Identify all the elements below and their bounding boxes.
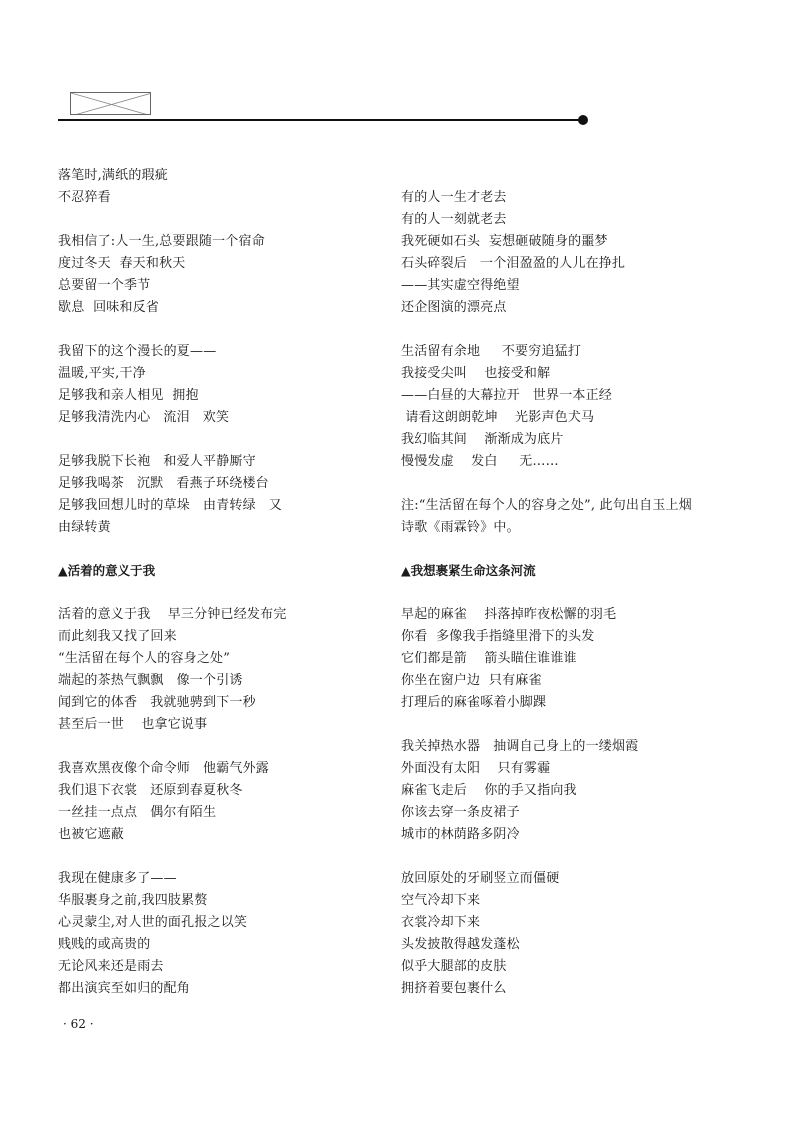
poem-line: 有的人一刻就老去 <box>401 212 507 227</box>
poem-line: 麻雀飞走后 你的手又指向我 <box>401 783 577 798</box>
poem-line: 空气冷却下来 <box>401 893 481 908</box>
poem-line: 闻到它的体香 我就驰骋到下一秒 <box>58 695 256 710</box>
poem-line: 华服裹身之前,我四肢累赘 <box>58 893 208 908</box>
poem-line: 端起的茶热气飘飘 像一个引诱 <box>58 673 243 688</box>
poem-line: 足够我回想儿时的草垛 由青转绿 又 <box>58 498 282 513</box>
poem-line: 诗歌《雨霖铃》中。 <box>401 520 520 535</box>
poem-line: 还企图演的漂亮点 <box>401 300 507 315</box>
poem-line: 足够我清洗内心 流泪 欢笑 <box>58 410 230 425</box>
poem-line: 由绿转黄 <box>58 520 111 535</box>
poem-line: 我们退下衣裳 还原到春夏秋冬 <box>58 783 243 798</box>
header-dot <box>578 115 588 125</box>
poem-line: 我死硬如石头 妄想砸破随身的噩梦 <box>401 234 608 249</box>
poem-line: 请看这朗朗乾坤 光影声色犬马 <box>401 410 595 425</box>
poem-line: 城市的林荫路多阴冷 <box>401 827 520 842</box>
poem-line: 贱贱的或高贵的 <box>58 937 151 952</box>
poem-line: 不忍猝看 <box>58 190 111 205</box>
poem-line: 度过冬天 春天和秋天 <box>58 256 186 271</box>
poem-line: 无论风来还是雨去 <box>58 959 164 974</box>
poem-line: ——其实虚空得绝望 <box>401 278 520 293</box>
poem-line: 都出演宾至如归的配角 <box>58 981 191 996</box>
poem-line: 生活留有余地 不要穷追猛打 <box>401 344 582 359</box>
poem-line: 衣裳冷却下来 <box>401 915 481 930</box>
poem-line: 足够我喝茶 沉默 看燕子环绕楼台 <box>58 476 269 491</box>
poem-line: 你坐在窗户边 只有麻雀 <box>401 673 542 688</box>
poem-line: 它们都是箭 箭头瞄住谁谁谁 <box>401 651 577 666</box>
poem-line: 外面没有太阳 只有雾霾 <box>401 761 551 776</box>
header-rule <box>58 119 582 121</box>
poem-line: 似乎大腿部的皮肤 <box>401 959 507 974</box>
poem-line: 打理后的麻雀啄着小脚踝 <box>401 695 547 710</box>
poem-line: 我留下的这个漫长的夏—— <box>58 344 217 359</box>
poem-line: 足够我和亲人相见 拥抱 <box>58 388 199 403</box>
poem-line: 足够我脱下长袍 和爱人平静厮守 <box>58 454 256 469</box>
section-heading: ▲我想裹紧生命这条河流 <box>401 563 536 578</box>
poem-line: 石头碎裂后 一个泪盈盈的人儿在挣扎 <box>401 256 626 271</box>
poem-line: 我关掉热水器 抽调自己身上的一缕烟霞 <box>401 739 639 754</box>
poem-line: 落笔时,满纸的瑕疵 <box>58 168 168 183</box>
poem-line: 我相信了:人一生,总要跟随一个宿命 <box>58 234 265 249</box>
poem-line: 慢慢发虚 发白 无…… <box>401 454 559 469</box>
poem-line: 歇息 回味和反省 <box>58 300 160 315</box>
poem-line: 我幻临其间 渐渐成为底片 <box>401 432 564 447</box>
poem-line: 也被它遮蔽 <box>58 827 125 842</box>
section-heading: ▲活着的意义于我 <box>58 563 156 578</box>
poem-line: 心灵蒙尘,对人世的面孔报之以笑 <box>58 915 248 930</box>
header-logo <box>70 92 151 115</box>
poem-line: 甚至后一世 也拿它说事 <box>58 717 208 732</box>
poem-line: 拥挤着要包裹什么 <box>401 981 507 996</box>
logo-crosshatch-icon <box>71 93 151 115</box>
page-number: · 62 · <box>63 1017 94 1031</box>
poem-line: 你该去穿一条皮裙子 <box>401 805 520 820</box>
poem-line: 放回原处的牙刷竖立而僵硬 <box>401 871 560 886</box>
poem-line: 注:“生活留在每个人的容身之处”, 此句出自玉上烟 <box>401 498 692 513</box>
poem-line: 我喜欢黑夜像个命令师 他霸气外露 <box>58 761 269 776</box>
poem-line: 我现在健康多了—— <box>58 871 177 886</box>
poem-line: 早起的麻雀 抖落掉昨夜松懈的羽毛 <box>401 607 617 622</box>
poem-line: ——白昼的大幕拉开 世界一本正经 <box>401 388 612 403</box>
poem-line: 总要留一个季节 <box>58 278 151 293</box>
poem-line: 一丝挂一点点 偶尔有陌生 <box>58 805 217 820</box>
poem-line: 头发披散得越发蓬松 <box>401 937 520 952</box>
poem-line: 温暖,平实,干净 <box>58 366 146 381</box>
poem-line: 你看 多像我手指缝里滑下的头发 <box>401 629 595 644</box>
poem-line: “生活留在每个人的容身之处” <box>58 651 231 666</box>
poem-line: 我接受尖叫 也接受和解 <box>401 366 551 381</box>
poem-line: 活着的意义于我 早三分钟已经发布完 <box>58 607 287 622</box>
poem-line: 有的人一生才老去 <box>401 190 507 205</box>
poem-line: 而此刻我又找了回来 <box>58 629 177 644</box>
